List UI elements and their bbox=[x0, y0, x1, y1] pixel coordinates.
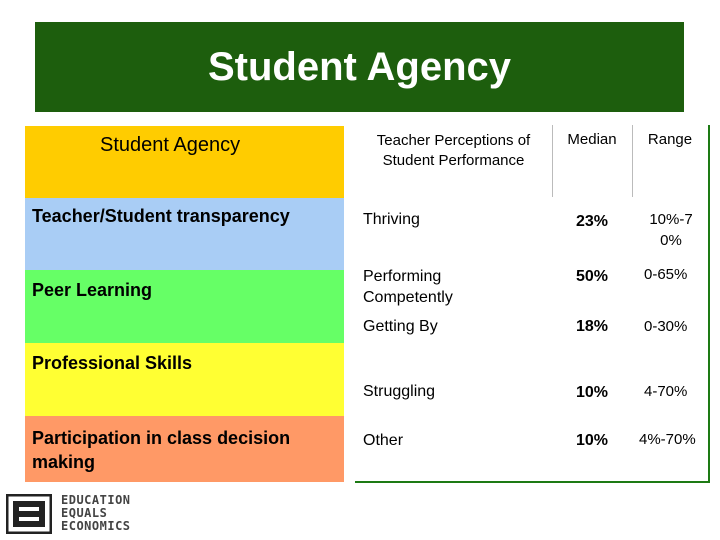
performance-table bbox=[355, 125, 710, 483]
range-column-header: Range bbox=[647, 131, 693, 148]
median-struggling: 10% bbox=[575, 384, 609, 401]
perception-struggling: Struggling bbox=[363, 383, 436, 400]
title-banner bbox=[35, 22, 684, 112]
perception-getting-by: Getting By bbox=[363, 318, 438, 335]
range-struggling: 4-70% bbox=[644, 383, 688, 400]
page-title: Student Agency bbox=[208, 44, 511, 89]
professional-skills-band bbox=[25, 343, 344, 416]
agency-header-label: Student Agency bbox=[100, 134, 241, 156]
perception-thriving: Thriving bbox=[363, 211, 420, 228]
range-getting-by: 0-30% bbox=[644, 318, 688, 335]
median-other: 10% bbox=[575, 432, 609, 449]
logo-wordmark bbox=[61, 494, 131, 533]
transparency-label: Teacher/Student transparency bbox=[32, 206, 290, 226]
logo-mark-icon bbox=[6, 494, 52, 534]
peer-learning-label: Peer Learning bbox=[32, 280, 153, 300]
agency-header-band bbox=[25, 126, 344, 198]
participation-label bbox=[32, 426, 332, 474]
logo-line-3: ECONOMICS bbox=[61, 519, 131, 533]
median-thriving: 23% bbox=[575, 213, 609, 230]
median-getting-by: 18% bbox=[575, 318, 609, 335]
transparency-band bbox=[25, 198, 344, 270]
range-thriving: 10%-70% bbox=[649, 211, 693, 249]
peer-learning-band bbox=[25, 270, 344, 343]
perception-other: Other bbox=[363, 432, 404, 449]
median-column-header: Median bbox=[567, 131, 617, 148]
professional-skills-label: Professional Skills bbox=[32, 353, 193, 373]
logo-line-2: EQUALS bbox=[61, 506, 108, 520]
participation-label-text: Participation in class decision making bbox=[32, 428, 291, 472]
range-performing: 0-65% bbox=[644, 266, 688, 283]
logo-line-1: EDUCATION bbox=[61, 493, 131, 507]
median-performing: 50% bbox=[575, 268, 609, 285]
participation-band bbox=[25, 416, 344, 482]
perception-performing: Performing Competently bbox=[363, 268, 453, 306]
range-other: 4%-70% bbox=[639, 431, 696, 448]
perception-column-header: Teacher Perceptions of Student Performance bbox=[376, 132, 531, 169]
education-equals-economics-logo bbox=[6, 494, 136, 534]
